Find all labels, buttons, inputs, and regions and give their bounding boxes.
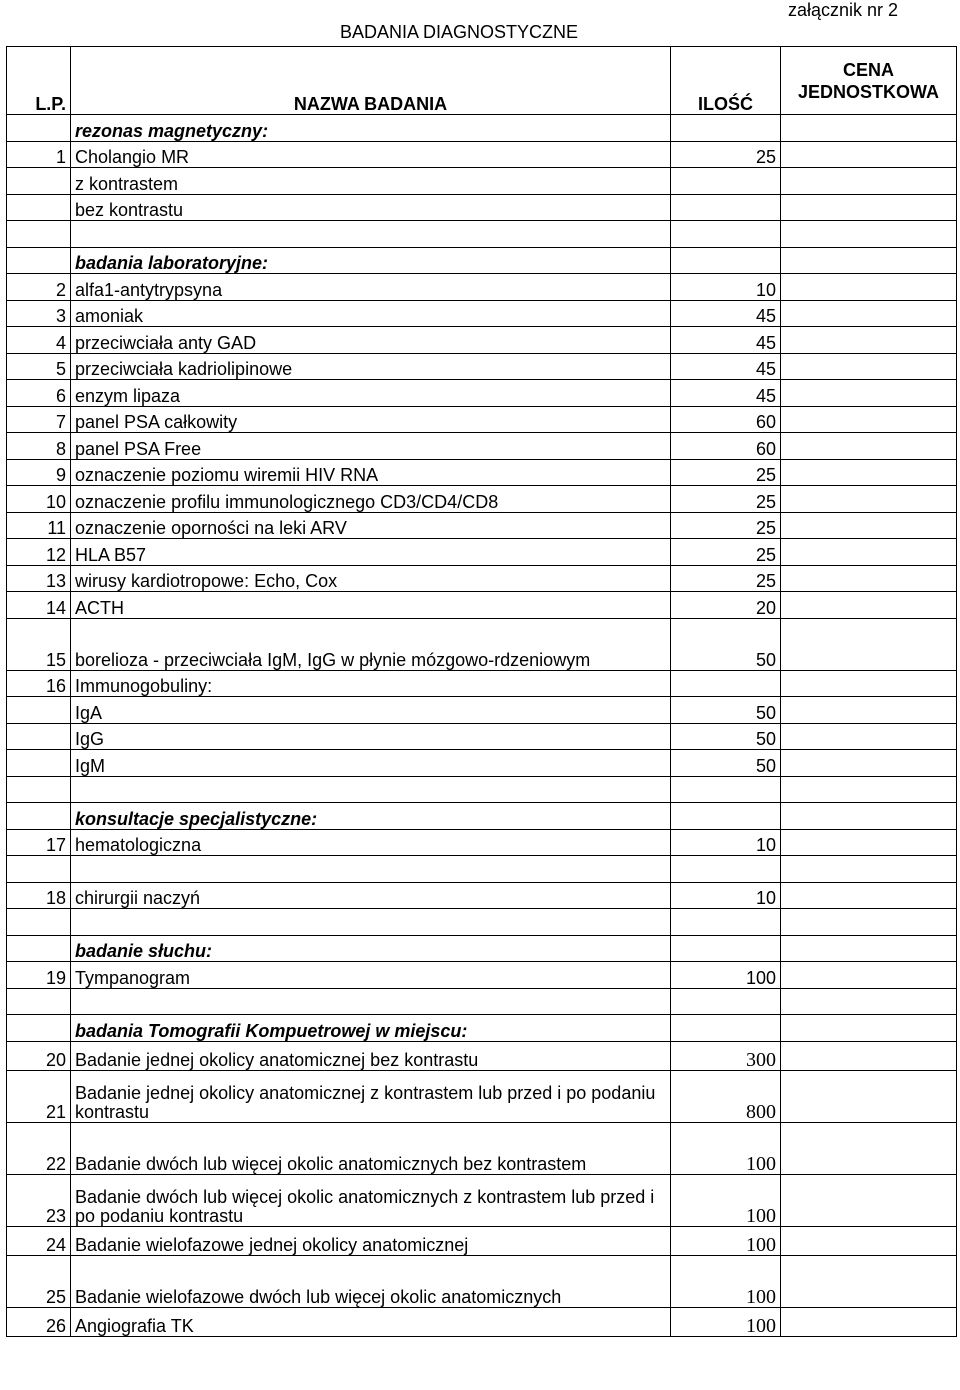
row-price [781, 1070, 957, 1122]
row-lp: 4 [7, 327, 71, 354]
table-row [7, 962, 957, 989]
row-lp: 8 [7, 433, 71, 460]
row-lp: 25 [7, 1255, 71, 1307]
row-lp: 12 [7, 539, 71, 566]
row-price [781, 829, 957, 856]
table-row [7, 274, 957, 301]
row-price [781, 1041, 957, 1070]
row-lp: 3 [7, 300, 71, 327]
row-price [781, 247, 957, 274]
document-title: BADANIA DIAGNOSTYCZNE [340, 22, 579, 42]
row-qty: 100 [671, 1122, 781, 1174]
row-name: badanie słuchu: [71, 935, 671, 962]
row-qty: 50 [671, 697, 781, 724]
row-qty: 100 [671, 962, 781, 989]
row-name: amoniak [71, 300, 671, 327]
row-name [71, 776, 671, 803]
table-row [7, 1255, 957, 1307]
row-price [781, 856, 957, 883]
row-qty [671, 247, 781, 274]
row-lp: 13 [7, 565, 71, 592]
row-price [781, 1255, 957, 1307]
table-row [7, 935, 957, 962]
row-qty [671, 115, 781, 142]
row-name: HLA B57 [71, 539, 671, 566]
row-lp: 2 [7, 274, 71, 301]
row-name: oznaczenie profilu immunologicznego CD3/CD4/CD8 [71, 486, 671, 513]
table-row [7, 486, 957, 513]
row-qty: 25 [671, 539, 781, 566]
table-row [7, 433, 957, 460]
row-qty: 20 [671, 592, 781, 619]
row-price [781, 433, 957, 460]
table-body [7, 115, 957, 1337]
row-name [71, 988, 671, 1015]
row-qty [671, 1015, 781, 1042]
row-qty [671, 221, 781, 248]
row-lp [7, 776, 71, 803]
attachment-label: załącznik nr 2 [788, 0, 899, 20]
row-name: Badanie dwóch lub więcej okolic anatomicznych z kontrastem lub przed i po podaniu kontrastu [71, 1174, 671, 1226]
row-price [781, 750, 957, 777]
row-lp [7, 856, 71, 883]
row-lp: 9 [7, 459, 71, 486]
row-name: Badanie jednej okolicy anatomicznej bez kontrastu [71, 1041, 671, 1070]
table-row [7, 1226, 957, 1255]
row-lp: 22 [7, 1122, 71, 1174]
row-lp [7, 723, 71, 750]
row-name: Badanie jednej okolicy anatomicznej z kontrastem lub przed i po podaniu kontrastu [71, 1070, 671, 1122]
row-price [781, 962, 957, 989]
table-row [7, 221, 957, 248]
row-qty: 45 [671, 327, 781, 354]
row-qty: 50 [671, 618, 781, 670]
row-lp: 10 [7, 486, 71, 513]
header-qty: ILOŚĆ [671, 47, 781, 115]
row-lp: 24 [7, 1226, 71, 1255]
row-price [781, 988, 957, 1015]
row-price [781, 406, 957, 433]
row-price [781, 909, 957, 936]
row-lp [7, 909, 71, 936]
table-row [7, 1015, 957, 1042]
table-row [7, 565, 957, 592]
row-name: panel PSA całkowity [71, 406, 671, 433]
row-price [781, 459, 957, 486]
table-row [7, 670, 957, 697]
row-price [781, 512, 957, 539]
row-name: panel PSA Free [71, 433, 671, 460]
row-lp [7, 988, 71, 1015]
row-qty: 100 [671, 1307, 781, 1336]
row-qty [671, 988, 781, 1015]
row-price [781, 697, 957, 724]
table-row [7, 1122, 957, 1174]
row-name: wirusy kardiotropowe: Echo, Cox [71, 565, 671, 592]
row-name: badania Tomografii Kompuetrowej w miejscu: [71, 1015, 671, 1042]
table-row [7, 803, 957, 830]
row-lp: 7 [7, 406, 71, 433]
row-qty [671, 856, 781, 883]
row-lp [7, 1015, 71, 1042]
row-price [781, 1174, 957, 1226]
row-name: hematologiczna [71, 829, 671, 856]
row-name: oznaczenie oporności na leki ARV [71, 512, 671, 539]
row-qty: 25 [671, 512, 781, 539]
row-price [781, 300, 957, 327]
row-name: alfa1-antytrypsyna [71, 274, 671, 301]
row-qty: 25 [671, 486, 781, 513]
row-qty [671, 670, 781, 697]
row-name: ACTH [71, 592, 671, 619]
table-row [7, 380, 957, 407]
row-price [781, 115, 957, 142]
diagnostics-table [6, 46, 957, 1337]
row-lp: 19 [7, 962, 71, 989]
row-lp: 15 [7, 618, 71, 670]
table-row [7, 1041, 957, 1070]
table-row [7, 882, 957, 909]
row-price [781, 670, 957, 697]
row-lp [7, 115, 71, 142]
table-row [7, 406, 957, 433]
row-price [781, 1226, 957, 1255]
row-name [71, 221, 671, 248]
row-name: Badanie dwóch lub więcej okolic anatomicznych bez kontrastem [71, 1122, 671, 1174]
row-qty [671, 803, 781, 830]
row-lp: 14 [7, 592, 71, 619]
row-name [71, 856, 671, 883]
row-price [781, 882, 957, 909]
header-lp: L.P. [7, 47, 71, 115]
table-row [7, 829, 957, 856]
row-qty [671, 935, 781, 962]
row-lp [7, 247, 71, 274]
row-lp: 6 [7, 380, 71, 407]
table-row [7, 115, 957, 142]
row-price [781, 1307, 957, 1336]
table-row [7, 592, 957, 619]
row-qty: 50 [671, 750, 781, 777]
row-name: IgG [71, 723, 671, 750]
row-price [781, 618, 957, 670]
row-name [71, 909, 671, 936]
row-price [781, 776, 957, 803]
row-lp: 5 [7, 353, 71, 380]
row-price [781, 723, 957, 750]
row-qty: 60 [671, 433, 781, 460]
row-lp: 1 [7, 141, 71, 168]
row-qty: 100 [671, 1226, 781, 1255]
table-row [7, 539, 957, 566]
row-price [781, 141, 957, 168]
row-name: Angiografia TK [71, 1307, 671, 1336]
row-name: rezonas magnetyczny: [71, 115, 671, 142]
row-qty [671, 168, 781, 195]
row-price [781, 1122, 957, 1174]
row-lp: 17 [7, 829, 71, 856]
row-lp: 23 [7, 1174, 71, 1226]
row-qty: 25 [671, 459, 781, 486]
header-price: CENA JEDNOSTKOWA [781, 47, 957, 115]
table-row [7, 141, 957, 168]
row-qty: 100 [671, 1255, 781, 1307]
row-name: Cholangio MR [71, 141, 671, 168]
table-row [7, 353, 957, 380]
header-name: NAZWA BADANIA [71, 47, 671, 115]
table-row [7, 776, 957, 803]
table-row [7, 618, 957, 670]
row-name: enzym lipaza [71, 380, 671, 407]
row-lp: 21 [7, 1070, 71, 1122]
row-name: IgA [71, 697, 671, 724]
row-price [781, 221, 957, 248]
row-qty: 50 [671, 723, 781, 750]
table-row [7, 750, 957, 777]
table-row [7, 988, 957, 1015]
table-row [7, 723, 957, 750]
row-name: bez kontrastu [71, 194, 671, 221]
row-qty: 800 [671, 1070, 781, 1122]
row-name: z kontrastem [71, 168, 671, 195]
row-lp [7, 221, 71, 248]
table-row [7, 1174, 957, 1226]
row-qty: 45 [671, 380, 781, 407]
row-name: oznaczenie poziomu wiremii HIV RNA [71, 459, 671, 486]
row-name: badania laboratoryjne: [71, 247, 671, 274]
row-lp [7, 803, 71, 830]
row-price [781, 274, 957, 301]
row-qty: 300 [671, 1041, 781, 1070]
row-qty: 100 [671, 1174, 781, 1226]
row-lp [7, 935, 71, 962]
table-row [7, 1070, 957, 1122]
row-lp: 26 [7, 1307, 71, 1336]
row-qty: 25 [671, 565, 781, 592]
row-price [781, 380, 957, 407]
row-price [781, 539, 957, 566]
row-name: IgM [71, 750, 671, 777]
row-lp: 11 [7, 512, 71, 539]
table-row [7, 300, 957, 327]
row-qty: 10 [671, 882, 781, 909]
table-row [7, 1307, 957, 1336]
row-qty: 45 [671, 300, 781, 327]
row-price [781, 353, 957, 380]
table-row [7, 512, 957, 539]
row-name: Tympanogram [71, 962, 671, 989]
row-price [781, 592, 957, 619]
table-row [7, 856, 957, 883]
row-price [781, 803, 957, 830]
table-row [7, 194, 957, 221]
row-name: przeciwciała anty GAD [71, 327, 671, 354]
row-lp: 20 [7, 1041, 71, 1070]
row-price [781, 327, 957, 354]
row-lp [7, 194, 71, 221]
row-lp: 18 [7, 882, 71, 909]
table-row [7, 697, 957, 724]
row-qty [671, 776, 781, 803]
row-qty: 10 [671, 829, 781, 856]
row-name: Badanie wielofazowe dwóch lub więcej okolic anatomicznych [71, 1255, 671, 1307]
row-price [781, 486, 957, 513]
row-lp [7, 750, 71, 777]
table-row [7, 909, 957, 936]
row-qty: 10 [671, 274, 781, 301]
row-price [781, 194, 957, 221]
row-qty: 60 [671, 406, 781, 433]
row-price [781, 565, 957, 592]
row-qty: 25 [671, 141, 781, 168]
row-price [781, 1015, 957, 1042]
row-name: przeciwciała kadriolipinowe [71, 353, 671, 380]
row-name: Immunogobuliny: [71, 670, 671, 697]
row-price [781, 935, 957, 962]
row-lp [7, 697, 71, 724]
table-row [7, 168, 957, 195]
row-lp [7, 168, 71, 195]
row-name: konsultacje specjalistyczne: [71, 803, 671, 830]
row-name: Badanie wielofazowe jednej okolicy anatomicznej [71, 1226, 671, 1255]
row-price [781, 168, 957, 195]
row-qty [671, 909, 781, 936]
row-qty [671, 194, 781, 221]
table-row [7, 327, 957, 354]
table-row [7, 459, 957, 486]
row-name: chirurgii naczyń [71, 882, 671, 909]
row-name: borelioza - przeciwciała IgM, IgG w płynie mózgowo-rdzeniowym [71, 618, 671, 670]
row-qty: 45 [671, 353, 781, 380]
row-lp: 16 [7, 670, 71, 697]
table-row [7, 247, 957, 274]
